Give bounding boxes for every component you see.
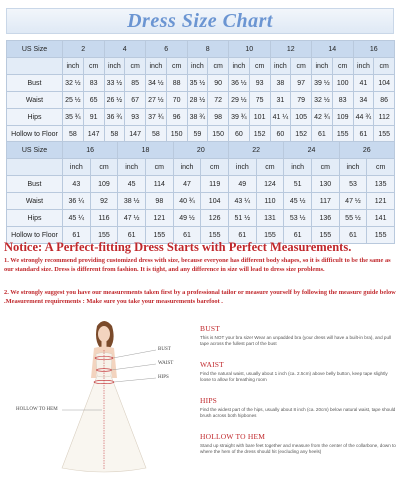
table-cell: 101 bbox=[249, 109, 270, 126]
unit-cell: inch bbox=[312, 58, 333, 75]
unit-cell: cm bbox=[249, 58, 270, 75]
table-cell: 109 bbox=[90, 176, 118, 193]
table-cell: 93 bbox=[125, 109, 146, 126]
table-cell: 90 bbox=[208, 75, 229, 92]
unit-cell: cm bbox=[374, 58, 395, 75]
table-cell: 126 bbox=[201, 210, 229, 227]
head-shape bbox=[98, 326, 110, 342]
unit-row-blank bbox=[7, 159, 63, 176]
unit-cell: inch bbox=[228, 159, 256, 176]
unit-cell: inch bbox=[187, 58, 208, 75]
table-row bbox=[7, 176, 395, 193]
table-cell: 32 ½ bbox=[312, 92, 333, 109]
table-cell: 79 bbox=[291, 92, 312, 109]
row-label: Waist bbox=[7, 193, 63, 210]
table-cell: 147 bbox=[83, 126, 104, 143]
table-cell: 96 bbox=[166, 109, 187, 126]
table-cell: 104 bbox=[374, 75, 395, 92]
table-cell: 61 bbox=[63, 227, 91, 244]
table-cell: 83 bbox=[332, 92, 353, 109]
figure-label-hips: HIPS bbox=[158, 375, 169, 380]
table-cell: 119 bbox=[201, 176, 229, 193]
table-cell: 88 bbox=[166, 75, 187, 92]
figure-label-hollow: HOLLOW TO HEM bbox=[16, 407, 58, 412]
table-cell: 37 ¾ bbox=[146, 109, 167, 126]
row-label: Bust bbox=[7, 176, 63, 193]
table-cell: 60 bbox=[229, 126, 250, 143]
table-cell: 61 bbox=[284, 227, 312, 244]
table-cell: 36 ¾ bbox=[104, 109, 125, 126]
table-cell: 155 bbox=[201, 227, 229, 244]
row-label: Hollow to Floor bbox=[7, 126, 63, 143]
table-cell: 70 bbox=[166, 92, 187, 109]
table-cell: 86 bbox=[374, 92, 395, 109]
unit-cell: inch bbox=[118, 159, 146, 176]
figure-label-waist: WAIST bbox=[158, 361, 174, 366]
table-cell: 31 bbox=[270, 92, 291, 109]
table-cell: 155 bbox=[311, 227, 339, 244]
table-row bbox=[7, 210, 395, 227]
table-cell: 97 bbox=[291, 75, 312, 92]
table-cell: 43 ¼ bbox=[228, 193, 256, 210]
size-header-cell: 6 bbox=[146, 41, 188, 58]
unit-cell: inch bbox=[353, 58, 374, 75]
unit-row bbox=[7, 58, 395, 75]
table-cell: 41 ¼ bbox=[270, 109, 291, 126]
table-cell: 92 bbox=[90, 193, 118, 210]
unit-cell: inch bbox=[284, 159, 312, 176]
unit-cell: inch bbox=[63, 58, 84, 75]
table-cell: 67 bbox=[125, 92, 146, 109]
table-cell: 45 bbox=[118, 176, 146, 193]
size-header-row bbox=[7, 142, 395, 159]
table-cell: 155 bbox=[90, 227, 118, 244]
table-cell: 110 bbox=[256, 193, 284, 210]
figure-label-bust: BUST bbox=[158, 347, 171, 352]
table-cell: 150 bbox=[166, 126, 187, 143]
table-cell: 38 bbox=[270, 75, 291, 92]
unit-cell: inch bbox=[104, 58, 125, 75]
size-header-cell: 26 bbox=[339, 142, 394, 159]
guide-bust bbox=[200, 324, 396, 347]
table-cell: 45 ½ bbox=[284, 193, 312, 210]
table-cell: 43 bbox=[63, 176, 91, 193]
table-cell: 150 bbox=[208, 126, 229, 143]
table-cell: 28 ½ bbox=[187, 92, 208, 109]
size-header-cell: 2 bbox=[63, 41, 105, 58]
table-cell: 104 bbox=[201, 193, 229, 210]
table-cell: 32 ½ bbox=[63, 75, 84, 92]
table-cell: 42 ¾ bbox=[312, 109, 333, 126]
table-cell: 53 ½ bbox=[284, 210, 312, 227]
table-cell: 155 bbox=[367, 227, 395, 244]
row-label: Hips bbox=[7, 210, 63, 227]
size-table-2 bbox=[6, 141, 395, 244]
unit-cell: inch bbox=[63, 159, 91, 176]
row-label: Hips bbox=[7, 109, 63, 126]
unit-cell: cm bbox=[145, 159, 173, 176]
table-cell: 55 ½ bbox=[339, 210, 367, 227]
table-cell: 91 bbox=[83, 109, 104, 126]
table-cell: 155 bbox=[374, 126, 395, 143]
size-header-cell: 20 bbox=[173, 142, 228, 159]
size-header-cell: 22 bbox=[228, 142, 283, 159]
table-cell: 35 ½ bbox=[187, 75, 208, 92]
table-cell: 51 bbox=[284, 176, 312, 193]
table-cell: 98 bbox=[208, 109, 229, 126]
neck-shape bbox=[102, 341, 107, 347]
table-cell: 36 ½ bbox=[229, 75, 250, 92]
table-cell: 51 ½ bbox=[228, 210, 256, 227]
size-header-cell: 10 bbox=[229, 41, 271, 58]
size-header-label: US Size bbox=[7, 41, 63, 58]
table-cell: 39 ½ bbox=[312, 75, 333, 92]
size-header-cell: 12 bbox=[270, 41, 312, 58]
table-cell: 38 ¾ bbox=[187, 109, 208, 126]
chart-title-banner bbox=[6, 8, 394, 34]
table-cell: 29 ½ bbox=[229, 92, 250, 109]
size-header-label: US Size bbox=[7, 142, 63, 159]
dress-figure bbox=[14, 318, 194, 476]
size-header-cell: 16 bbox=[353, 41, 395, 58]
table-cell: 131 bbox=[256, 210, 284, 227]
table-cell: 33 ½ bbox=[104, 75, 125, 92]
unit-cell: cm bbox=[90, 159, 118, 176]
table-cell: 109 bbox=[332, 109, 353, 126]
guide-waist bbox=[200, 360, 396, 383]
unit-cell: cm bbox=[332, 58, 353, 75]
table-cell: 75 bbox=[249, 92, 270, 109]
size-header-cell: 24 bbox=[284, 142, 339, 159]
unit-cell: cm bbox=[256, 159, 284, 176]
notice-block bbox=[4, 240, 398, 255]
table-cell: 155 bbox=[256, 227, 284, 244]
table-cell: 100 bbox=[332, 75, 353, 92]
notice-title: Notice: A Perfect-fitting Dress Starts with Perfect Measurements. bbox=[4, 240, 352, 254]
table-cell: 49 bbox=[228, 176, 256, 193]
table-row bbox=[7, 75, 395, 92]
unit-row-blank bbox=[7, 58, 63, 75]
table-row bbox=[7, 193, 395, 210]
unit-cell: inch bbox=[270, 58, 291, 75]
table-cell: 152 bbox=[249, 126, 270, 143]
table-row bbox=[7, 126, 395, 143]
table-cell: 61 bbox=[312, 126, 333, 143]
guide-hips bbox=[200, 396, 396, 419]
table-cell: 61 bbox=[339, 227, 367, 244]
table-cell: 61 bbox=[173, 227, 201, 244]
size-header-row bbox=[7, 41, 395, 58]
table-row bbox=[7, 109, 395, 126]
guide-hollow bbox=[200, 432, 396, 455]
size-table-1 bbox=[6, 40, 395, 143]
guide-hips-heading: HIPS bbox=[200, 396, 218, 405]
unit-cell: cm bbox=[367, 159, 395, 176]
table-cell: 39 ¾ bbox=[229, 109, 250, 126]
table-cell: 25 ½ bbox=[63, 92, 84, 109]
row-label: Hollow to Floor bbox=[7, 227, 63, 244]
table-cell: 152 bbox=[291, 126, 312, 143]
table-cell: 114 bbox=[145, 176, 173, 193]
table-cell: 41 bbox=[353, 75, 374, 92]
table-cell: 141 bbox=[367, 210, 395, 227]
unit-cell: cm bbox=[166, 58, 187, 75]
size-header-cell: 4 bbox=[104, 41, 146, 58]
unit-cell: inch bbox=[339, 159, 367, 176]
table-cell: 45 ¼ bbox=[63, 210, 91, 227]
guide-waist-heading: WAIST bbox=[200, 360, 224, 369]
unit-row bbox=[7, 159, 395, 176]
table-cell: 58 bbox=[146, 126, 167, 143]
table-cell: 116 bbox=[90, 210, 118, 227]
guide-hips-desc: Find the widest part of the hips, usually about 8 inch (ca. 20cm) below natural waist, tape should brush across both hipbones bbox=[200, 407, 396, 419]
unit-cell: inch bbox=[229, 58, 250, 75]
size-header-cell: 16 bbox=[63, 142, 118, 159]
unit-cell: cm bbox=[311, 159, 339, 176]
table-cell: 112 bbox=[374, 109, 395, 126]
unit-cell: cm bbox=[83, 58, 104, 75]
table-cell: 61 bbox=[353, 126, 374, 143]
table-cell: 121 bbox=[367, 193, 395, 210]
table-cell: 38 ½ bbox=[118, 193, 146, 210]
table-cell: 72 bbox=[208, 92, 229, 109]
table-cell: 34 ½ bbox=[146, 75, 167, 92]
notice-note-1: 1. We strongly recommend providing customized dress with size, because everyone has different body shapes, so it is difficult to be the same as our standard size. Dress is different from fashion. It is tight, and any difference in size will lead to dress size problems. bbox=[4, 257, 391, 273]
table-cell: 26 ½ bbox=[104, 92, 125, 109]
table-cell: 47 ½ bbox=[339, 193, 367, 210]
table-cell: 155 bbox=[332, 126, 353, 143]
chart-title: Dress Size Chart bbox=[127, 9, 273, 32]
guide-bust-heading: BUST bbox=[200, 324, 220, 333]
guide-hollow-heading: HOLLOW TO HEM bbox=[200, 432, 266, 441]
guide-waist-desc: Find the natural waist, usually about 1 inch (ca. 2.5cm) above belly button, keep tape slightly loose to allow for breathing room bbox=[200, 371, 388, 383]
table-cell: 130 bbox=[311, 176, 339, 193]
table-cell: 34 bbox=[353, 92, 374, 109]
table-cell: 85 bbox=[125, 75, 146, 92]
unit-cell: cm bbox=[208, 58, 229, 75]
table-cell: 61 bbox=[228, 227, 256, 244]
table-cell: 93 bbox=[249, 75, 270, 92]
size-header-cell: 14 bbox=[312, 41, 354, 58]
table-cell: 60 bbox=[270, 126, 291, 143]
table-cell: 117 bbox=[311, 193, 339, 210]
table-cell: 58 bbox=[104, 126, 125, 143]
table-cell: 136 bbox=[311, 210, 339, 227]
table-cell: 27 ½ bbox=[146, 92, 167, 109]
guide-hollow-desc: Stand up straight with bare feet together and measure from the center of the collarbone, down to where the hem of the dress should hit (excluding any heels) bbox=[200, 443, 396, 455]
table-cell: 83 bbox=[83, 75, 104, 92]
size-header-cell: 18 bbox=[118, 142, 173, 159]
table-row bbox=[7, 92, 395, 109]
size-header-cell: 8 bbox=[187, 41, 229, 58]
notice-note-2: 2. We strongly suggest you have our measurements taken first by a professional tailor or measure yourself by following the measure guide below .Measurement requirements : Make sure you take your measurements barefoot . bbox=[4, 289, 396, 305]
table-cell: 40 ¾ bbox=[173, 193, 201, 210]
unit-cell: cm bbox=[201, 159, 229, 176]
table-cell: 155 bbox=[145, 227, 173, 244]
table-cell: 49 ½ bbox=[173, 210, 201, 227]
table-cell: 124 bbox=[256, 176, 284, 193]
table-cell: 59 bbox=[187, 126, 208, 143]
table-cell: 147 bbox=[125, 126, 146, 143]
table-cell: 61 bbox=[118, 227, 146, 244]
table-cell: 47 bbox=[173, 176, 201, 193]
table-cell: 135 bbox=[367, 176, 395, 193]
table-cell: 35 ¾ bbox=[63, 109, 84, 126]
table-cell: 58 bbox=[63, 126, 84, 143]
unit-cell: cm bbox=[125, 58, 146, 75]
table-cell: 44 ¾ bbox=[353, 109, 374, 126]
table-cell: 53 bbox=[339, 176, 367, 193]
table-cell: 121 bbox=[145, 210, 173, 227]
unit-cell: inch bbox=[173, 159, 201, 176]
dress-illustration bbox=[14, 318, 194, 476]
unit-cell: inch bbox=[146, 58, 167, 75]
table-cell: 98 bbox=[145, 193, 173, 210]
table-cell: 105 bbox=[291, 109, 312, 126]
table-cell: 36 ¼ bbox=[63, 193, 91, 210]
unit-cell: cm bbox=[291, 58, 312, 75]
guide-bust-desc: This is NOT your bra size! Wear an unpadded bra (your dress will have a built-in bra), and pull tape across the fullest part of the bust bbox=[200, 335, 392, 347]
table-cell: 65 bbox=[83, 92, 104, 109]
row-label: Waist bbox=[7, 92, 63, 109]
table-cell: 47 ½ bbox=[118, 210, 146, 227]
row-label: Bust bbox=[7, 75, 63, 92]
